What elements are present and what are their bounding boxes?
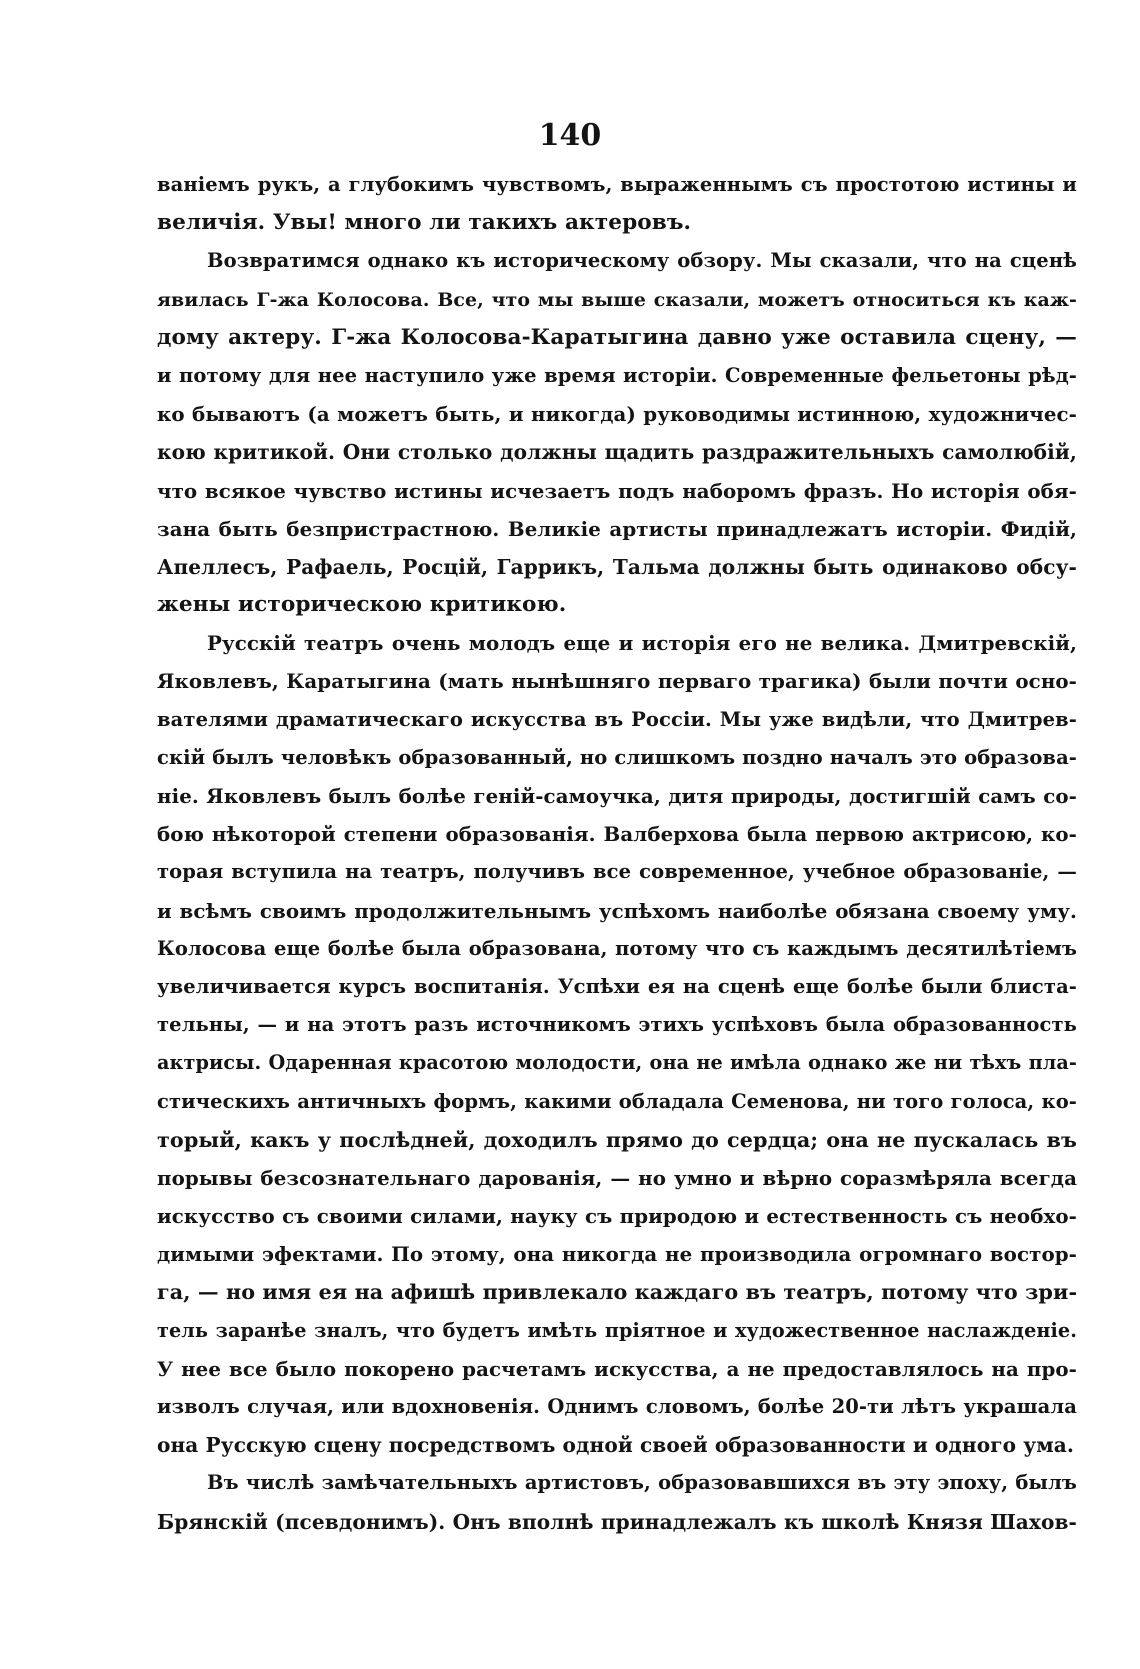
text-line: увеличивается курсъ воспитанія. Успѣхи ея на сценѣ еще болѣе были блиста- (157, 974, 1077, 998)
text-line: что всякое чувство истины исчезаетъ подъ наборомъ фразъ. Но исторія обя- (157, 478, 1077, 503)
text-line: бою нѣкоторой степени образованія. Валберхова была первою актрисою, ко- (157, 822, 1077, 847)
paragraph-start-line: Въ числѣ замѣчательныхъ артистовъ, образовавшихся въ эту эпоху, былъ (207, 1471, 1077, 1495)
text-line: Яковлевъ, Каратыгина (мать нынѣшняго перваго трагика) были почти осно- (157, 669, 1077, 694)
text-line: тельны, — и на этотъ разъ источникомъ этихъ успѣховъ была образованность (157, 1013, 1077, 1037)
text-line: искусство съ своими силами, науку съ природою и естественность съ необхо- (157, 1204, 1077, 1229)
text-line: Апеллесъ, Рафаель, Росцій, Гаррикъ, Тальма должны быть одинаково обсу- (157, 554, 1077, 579)
page-number: 140 (538, 118, 602, 153)
text-line: стическихъ античныхъ формъ, какими обладала Семенова, ни того голоса, ко- (157, 1089, 1077, 1113)
text-line: ніе. Яковлевъ былъ болѣе геній-самоучка, дитя природы, достигшій самъ со- (157, 784, 1077, 808)
text-line: актрисы. Одаренная красотою молодости, она не имѣла однако же ни тѣхъ пла- (157, 1051, 1077, 1075)
text-line: У нее все было покорено расчетамъ искусства, а не предоставлялось на про- (157, 1356, 1077, 1381)
text-line: и всѣмъ своимъ продолжительнымъ успѣхомъ наиболѣе обязана своему уму. (157, 898, 1077, 923)
text-line: торая вступила на театръ, получивъ все современное, учебное образованіе, — (157, 860, 1077, 884)
text-line: Колосова еще болѣе была образована, потому что съ каждымъ десятилѣтіемъ (157, 936, 1077, 960)
text-line: дому актеру. Г-жа Колосова-Каратыгина давно уже оставила сцену, — (157, 324, 1077, 350)
text-line: тель заранѣе зналъ, что будетъ имѣть пріятное и художественное наслажденіе. (157, 1318, 1077, 1342)
paragraph-start-line: Возвратимся однако къ историческому обзору. Мы сказали, что на сценѣ (207, 249, 1077, 273)
text-line: явилась Г-жа Колосова. Все, что мы выше сказали, можетъ относиться къ каж- (157, 288, 1077, 311)
text-line: и потому для нее наступило уже время исторіи. Современные фельетоны рѣд- (157, 363, 1077, 387)
text-line: кою критикой. Они столько должны щадить раздражительныхъ самолюбій, (157, 440, 1077, 465)
text-line: га, — но имя ея на афишѣ привлекало каждаго въ театръ, потому что зри- (157, 1280, 1078, 1305)
text-line: изволъ случая, или вдохновенія. Однимъ словомъ, болѣе 20-ти лѣтъ украшала (157, 1395, 1077, 1418)
text-line: ко бываютъ (а можетъ быть, и никогда) руководимы истинною, художничес- (157, 402, 1077, 427)
text-line: порывы безсознательнаго дарованія, — но умно и вѣрно соразмѣряла всегда (157, 1165, 1077, 1190)
text-line: торый, какъ у послѣдней, доходилъ прямо до сердца; она не пускалась въ (157, 1127, 1077, 1152)
text-line: зана быть безпристрастною. Великіе артисты принадлежатъ исторіи. Фидій, (157, 516, 1077, 541)
body-text (157, 166, 1077, 1541)
text-line: жены историческою критикою. (157, 592, 567, 618)
text-line: Брянскій (псевдонимъ). Онъ вполнѣ принадлежалъ къ школѣ Князя Шахов- (157, 1509, 1077, 1534)
text-line: димыми эфектами. По этому, она никогда не производила огромнаго востор- (157, 1242, 1077, 1267)
text-line: она Русскую сцену посредствомъ одной своей образованности и одного ума. (157, 1433, 1074, 1458)
text-line: ваніемъ рукъ, а глубокимъ чувствомъ, выраженнымъ съ простотою истины и (157, 173, 1077, 196)
text-line: вателями драматическаго искусства въ Россіи. Мы уже видѣли, что Дмитрев- (157, 707, 1077, 731)
text-line: величія. Увы! много ли такихъ актеровъ. (157, 210, 692, 236)
text-line: скій былъ человѣкъ образованный, но слишкомъ поздно началъ это образова- (157, 745, 1077, 769)
paragraph-start-line: Русскій театръ очень молодъ еще и исторія его не велика. Дмитревскій, (207, 631, 1077, 656)
